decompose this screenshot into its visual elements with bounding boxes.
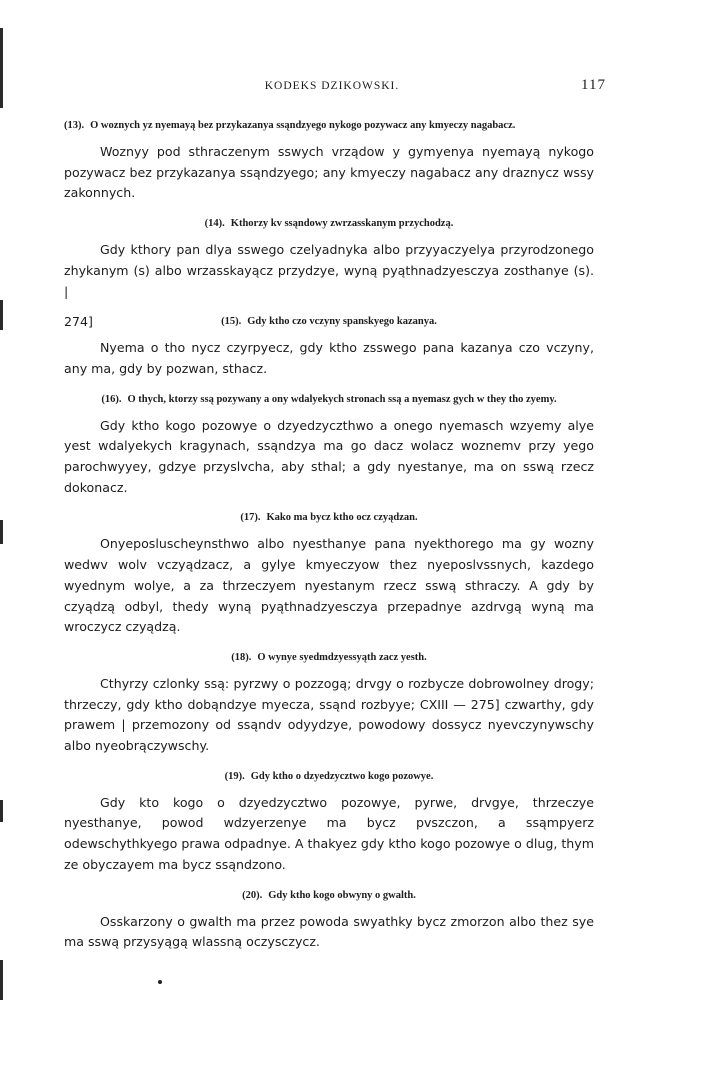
- section-heading: [64, 392, 594, 407]
- section-heading: [64, 650, 594, 665]
- section-heading: [64, 888, 594, 903]
- section-text: Woznyy pod sthraczenym sswych vrządow y gymyenya nyemayą nykogo pozywacz bez przykazanya ssąndzyego; any kmyeczy nagabacz any draznycz wssy zakonnych.: [64, 144, 594, 201]
- section-text: Gdy kthory pan dlya sswego czelyadnyka albo przyyaczyelya przyrodzonego zhykanym (s) albo wrzasskayącz przydzye, wyną pyąthnadzyesczya zosthanye (s). |: [64, 242, 594, 299]
- section-number: (15).: [221, 316, 242, 328]
- binding-edge: [0, 300, 3, 330]
- section-heading: [64, 769, 594, 784]
- running-title: KODEKS DZIKOWSKI.: [264, 80, 400, 92]
- binding-edge: [0, 800, 3, 822]
- section-title: Gdy ktho o dzyedzycztwo kogo pozowye.: [250, 770, 434, 782]
- section-number: (16).: [101, 393, 122, 405]
- section-text: Gdy ktho kogo pozowye o dzyedzyczthwo a onego nyemasch wzyemy alye yest wdalyekych kragynach, ssąndzya ma go dacz wolacz woznemv przy yego parochwyyey, gdzye przyslvcha, aby sthal; a gdy nyestanye, ma on sswą rzecz dokonacz.: [64, 417, 594, 495]
- binding-edge: [0, 28, 3, 108]
- section-number: (17).: [240, 512, 261, 524]
- section-text: Gdy kto kogo o dzyedzycztwo pozowye, pyrwe, drvgye, thrzeczye nyesthanye, powod wdzyerzenye ma bycz pvszczon, a ssąmpyerz odewschythkyego prawa odpadnye. A thakyez gdy ktho kogo pozowye o dlug, thym ze obyczayem ma bycz ssąndzono.: [64, 794, 594, 872]
- section-title: Gdy ktho czo vczyny spanskyego kazanya.: [247, 316, 437, 328]
- section-title: Kako ma bycz ktho ocz czyądzan.: [266, 512, 418, 524]
- section-heading: [64, 118, 594, 133]
- section-heading: [64, 510, 594, 525]
- section-number: (20).: [242, 889, 263, 901]
- section-text: Cthyrzy czlonky ssą: pyrzwy o pozzogą; drvgy o rozbycze dobrowolney drogy; thrzeczy, gdy ktho dobąndzye myecza, ssąnd rozbyye; CXIII — 275] czwarthy, gdy prawem | przemozony od ssąndv odyydzye, powodowy dossycz nyevczynywschy albo nyeobrączywschy.: [64, 675, 594, 754]
- section-title: Gdy ktho kogo obwyny o gwalth.: [268, 889, 416, 901]
- binding-edge: [0, 960, 3, 1000]
- section-title: O wynye syedmdzyessyąth zacz yesth.: [257, 651, 427, 663]
- section-title: Kthorzy kv ssąndowy zwrzasskanym przychodzą.: [230, 218, 454, 230]
- margin-reference: 274]: [64, 314, 93, 330]
- section-heading: [64, 314, 594, 329]
- page-number: 117: [581, 77, 606, 93]
- section-text: Osskarzony o gwalth ma przez powoda swyathky bycz zmorzon albo thez sye ma sswą przysyągą wlassną oczysczycz.: [64, 913, 594, 950]
- section-number: (13).: [64, 120, 85, 131]
- section-number: (14).: [204, 218, 225, 230]
- section-title: O thych, ktorzy ssą pozywany a ony wdalyekych stronach ssą a nyemasz gych w they tho zyemy.: [127, 393, 557, 405]
- binding-edge: [0, 520, 3, 544]
- section-heading: [64, 216, 594, 231]
- section-title: O woznych yz nyemayą bez przykazanya ssąndzyego nykogo pozywacz any kmyeczy nagabacz.: [90, 120, 516, 131]
- section-text: Nyema o tho nycz czyrpyecz, gdy ktho zsswego pana kazanya czo vczyny, any ma, gdy by pozwan, sthacz.: [64, 340, 594, 376]
- section-text: Onyeposluscheynsthwo albo nyesthanye pana nyekthorego ma gy wozny wedwv wolv vczyądzacz, a gylye kmyeczyow thez nyeposlvssnych, kazdego wyednym wolye, a za thrzeczyem nyestanym rzecz sswą sthraczy. A gdy by czyądzą odbyl, thedy wyną pyąthnadzyesczya przepadnye azdrvgą wyną ma wroczycz czyądzą.: [64, 536, 594, 635]
- section-number: (18).: [231, 651, 252, 663]
- ink-speck: [158, 980, 162, 984]
- running-header: [58, 77, 606, 100]
- page-body: [64, 118, 594, 965]
- section-number: (19).: [224, 770, 245, 782]
